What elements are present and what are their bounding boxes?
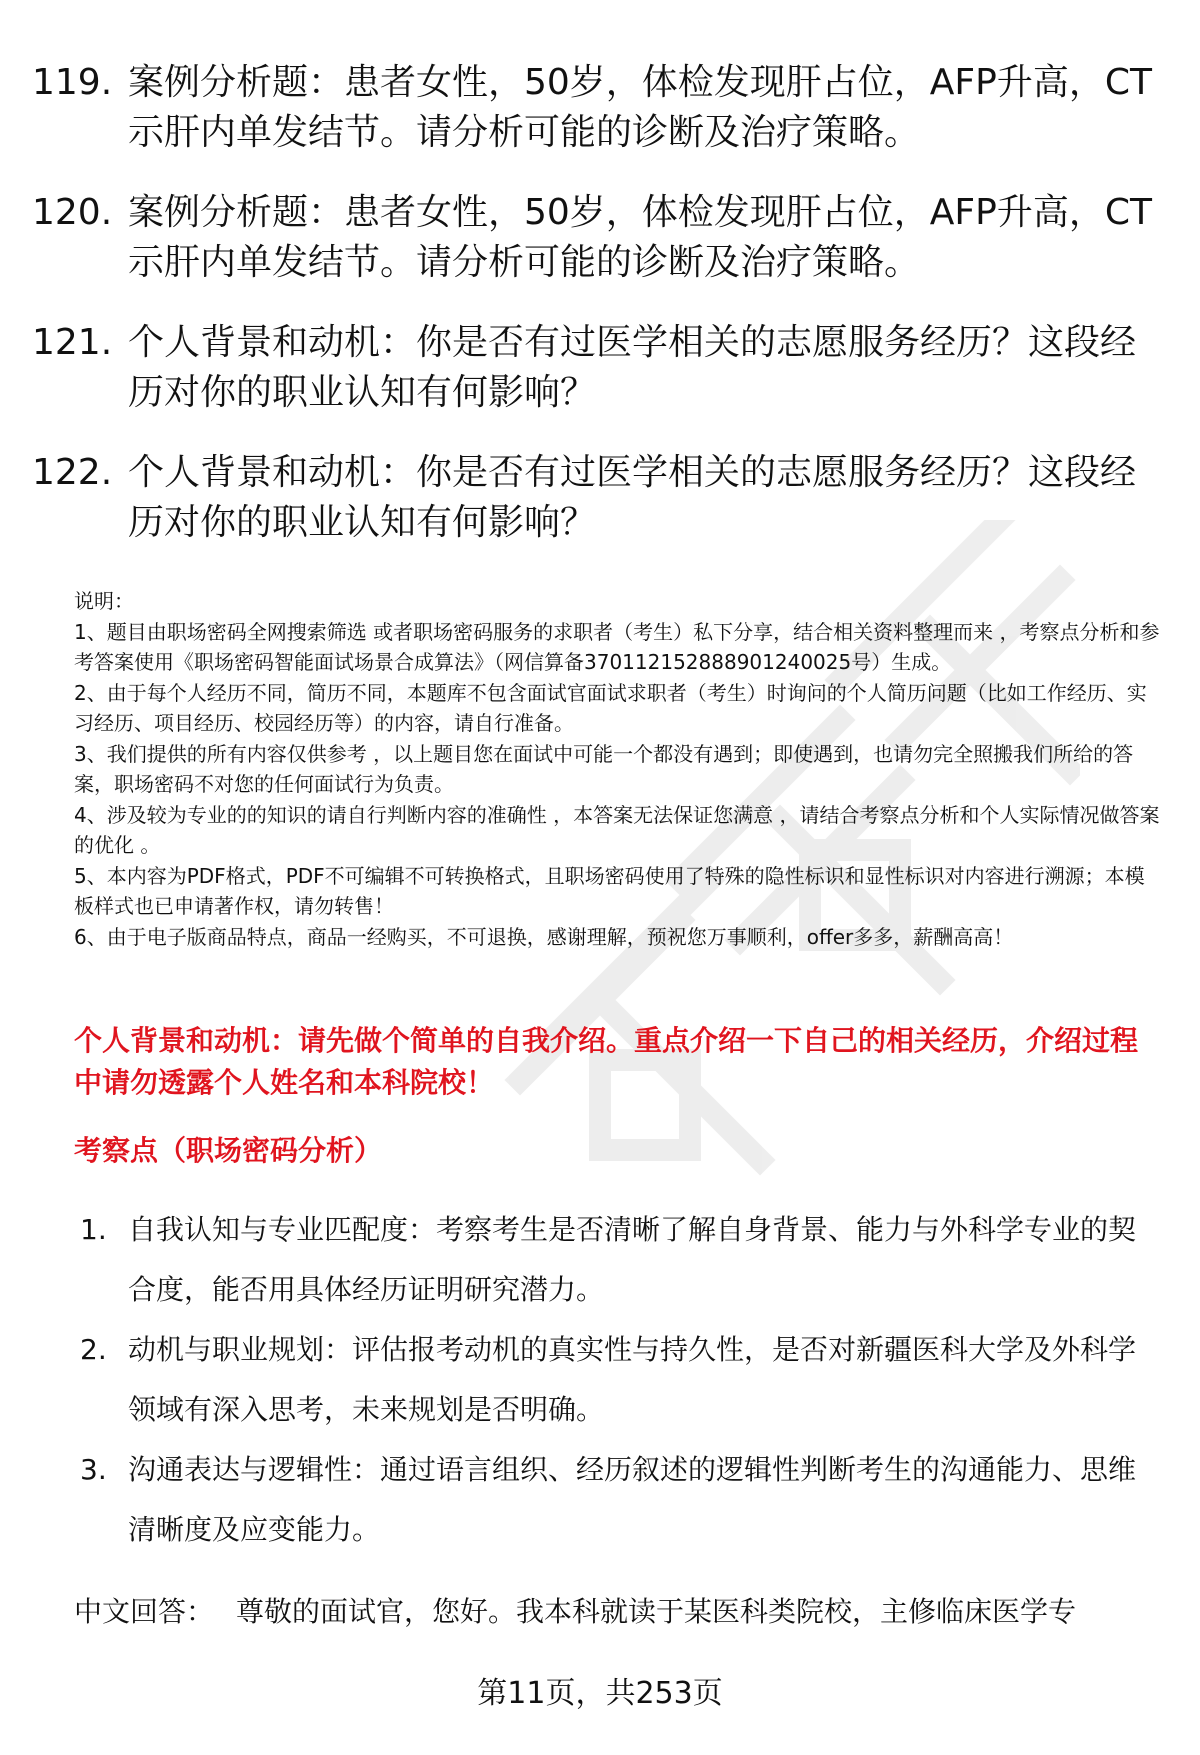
answer-text: 尊敬的面试官，您好。我本科就读于某医科类院校，主修临床医学专 (236, 1595, 1077, 1628)
question-number: 119. (32, 62, 113, 103)
analysis-point-number: 1. (80, 1213, 107, 1246)
notes-item: 3、我们提供的所有内容仅供参考 ，以上题目您在面试中可能一个都没有遇到；即使遇到，也请勿完全照搬我们所给的答案，职场密码不对您的任何面试行为负责。 (74, 741, 1134, 796)
analysis-point-text: 沟通表达与逻辑性：通过语言组织、经历叙述的逻辑性判断考生的沟通能力、思维清晰度及应变能力。 (128, 1453, 1137, 1546)
answer-line (74, 1590, 1174, 1634)
analysis-point (80, 1320, 1160, 1440)
analysis-point (80, 1440, 1160, 1560)
question-item (32, 318, 1162, 418)
question-item (32, 448, 1162, 548)
notes-section (74, 586, 1164, 952)
question-text: 个人背景和动机：你是否有过医学相关的志愿服务经历？这段经历对你的职业认知有何影响？ (128, 452, 1137, 543)
notes-item: 4、涉及较为专业的的知识的请自行判断内容的准确性 ，本答案无法保证您满意 ，请结合考察点分析和个人实际情况做答案的优化 。 (74, 802, 1160, 857)
analysis-title: 考察点（职场密码分析） (74, 1134, 383, 1167)
main-question-heading: 个人背景和动机：请先做个简单的自我介绍。重点介绍一下自己的相关经历，介绍过程中请勿透露个人姓名和本科院校！ (74, 1024, 1139, 1099)
question-number: 122. (32, 452, 113, 493)
notes-item: 1、题目由职场密码全网搜索筛选 或者职场密码服务的求职者（考生）私下分享，结合相关资料整理而来 ，考察点分析和参考答案使用《职场密码智能面试场景合成算法》（网信算备370112152888901240025号）生成。 (74, 619, 1160, 674)
question-text: 个人背景和动机：你是否有过医学相关的志愿服务经历？这段经历对你的职业认知有何影响？ (128, 322, 1137, 413)
notes-item: 6、由于电子版商品特点，商品一经购买，不可退换，感谢理解，预祝您万事顺利，offer多多，薪酬高高！ (74, 924, 1014, 949)
question-item (32, 188, 1162, 288)
question-text: 案例分析题：患者女性，50岁，体检发现肝占位，AFP升高，CT示肝内单发结节。请分析可能的诊断及治疗策略。 (128, 62, 1152, 153)
notes-item: 5、本内容为PDF格式，PDF不可编辑不可转换格式，且职场密码使用了特殊的隐性标识和显性标识对内容进行溯源；本模板样式也已申请著作权，请勿转售！ (74, 863, 1145, 918)
analysis-point-number: 3. (80, 1453, 107, 1486)
analysis-point (80, 1200, 1160, 1320)
page-number-footer: 第11页，共253页 (477, 1676, 723, 1711)
notes-title: 说明： (74, 589, 134, 613)
question-number: 120. (32, 192, 113, 233)
analysis-point-number: 2. (80, 1333, 107, 1366)
question-item (32, 58, 1162, 158)
answer-label: 中文回答： (74, 1595, 215, 1628)
analysis-point-text: 自我认知与专业匹配度：考察考生是否清晰了解自身背景、能力与外科学专业的契合度，能否用具体经历证明研究潜力。 (128, 1213, 1137, 1306)
question-text: 案例分析题：患者女性，50岁，体检发现肝占位，AFP升高，CT示肝内单发结节。请分析可能的诊断及治疗策略。 (128, 192, 1152, 283)
analysis-point-text: 动机与职业规划：评估报考动机的真实性与持久性，是否对新疆医科大学及外科学领域有深入思考，未来规划是否明确。 (128, 1333, 1137, 1426)
analysis-points-list (80, 1200, 1160, 1560)
question-list (32, 58, 1162, 578)
notes-item: 2、由于每个人经历不同，简历不同，本题库不包含面试官面试求职者（考生）时询问的个人简历问题（比如工作经历、实习经历、项目经历、校园经历等）的内容，请自行准备。 (74, 680, 1147, 735)
question-number: 121. (32, 322, 113, 363)
